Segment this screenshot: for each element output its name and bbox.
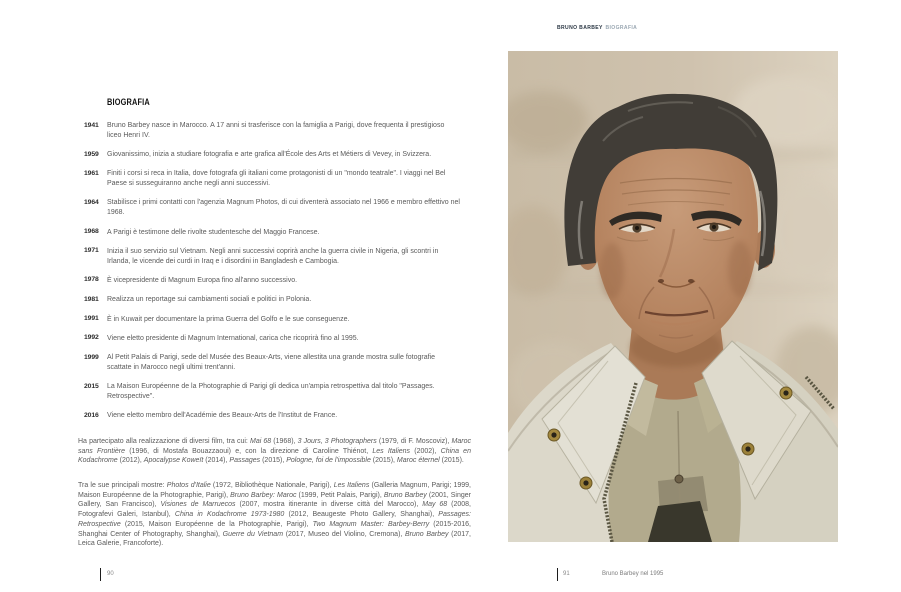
timeline-year: 1961 [84,169,99,177]
timeline-year: 1968 [84,228,99,236]
timeline-text: Stabilisce i primi contatti con l'agenzia Magnum Photos, di cui diventerà associato nel 1966 e membro effettivo nel 1968. [107,199,460,217]
timeline-year: 1992 [84,334,99,342]
timeline-year: 1964 [84,198,99,206]
timeline-year: 1991 [84,315,99,323]
timeline-year: 1978 [84,276,99,284]
exhibitions-paragraph: Tra le sue principali mostre: Photos d'Italie (1972, Bibliothèque Nationale, Parigi), Les Italiens (Galleria Magnum, Parigi; 1999, Maison Européenne de la Photographie, Parigi), Bruno Barbey: Maroc (1999, Petit Palais, Parigi), Bruno Barbey (2001, Singer Gallery, San Francisco), Visiones de Marruecos (2007, mostra itinerante in diverse città del Marocco), May 68 (2008, Fotografevi Galeri, Istanbul), China in Kodachrome 1973-1980 (2012, Beaugeste Photo Gallery, Shanghai), Passages: Retrospective (2015, Maison Européenne de la Photographie, Parigi), Two Magnum Master: Barbey-Berry (2015-2016, Shanghai Center of Photography, Shanghai), Guerre du Vietnam (2017, Museo del Violino, Cremona), Bruno Barbey (2017, Leica Galerie, Francoforte). [78,482,472,548]
timeline-entry [84,382,460,402]
films-paragraph: Ha partecipato alla realizzazione di diversi film, tra cui: Mai 68 (1968), 3 Jours, 3 Photographers (1979, di F. Moscoviz), Maroc sans Frontière (1996, di Mostafa Bouazzaoui) e, con la direzione di Caroline Thiénot, Les Italiens (2002), China en Kodachrome (2012), Apocalypse Koweït (2014), Passages (2015), Pologne, foi de l'impossible (2015), Maroc éternel (2015). [78,438,471,465]
timeline-text: Viene eletto membro dell'Académie des Beaux-Arts de l'Institut de France. [107,412,338,420]
right-page-footer-rule [557,568,558,581]
timeline-entry [84,198,460,218]
left-page-number: 90 [107,571,114,577]
timeline-text: La Maison Européenne de la Photographie di Parigi gli dedica un'ampia retrospettiva dal titolo "Passages. Retrospective". [107,383,435,401]
timeline-entry [84,121,460,141]
running-head-section: BIOGRAFIA [605,25,638,31]
photo-caption: Bruno Barbey nel 1995 [602,571,664,577]
timeline-year: 1999 [84,353,99,361]
timeline-text: A Parigi è testimone delle rivolte studentesche del Maggio Francese. [107,228,320,236]
biography-timeline [84,121,460,431]
timeline-text: Realizza un reportage sui cambiamenti sociali e politici in Polonia. [107,296,312,304]
timeline-entry [84,276,460,286]
biography-heading: BIOGRAFIA [107,97,150,107]
timeline-entry [84,247,460,267]
running-head [557,25,637,31]
timeline-year: 1981 [84,295,99,303]
left-page-footer-rule [100,568,101,581]
timeline-text: È vicepresidente di Magnum Europa fino all'anno successivo. [107,276,298,284]
timeline-year: 1959 [84,150,99,158]
timeline-text: Bruno Barbey nasce in Marocco. A 17 anni si trasferisce con la famiglia a Parigi, dove frequenta il prestigioso liceo Henri IV. [107,122,445,139]
timeline-entry [84,228,460,238]
running-head-book-title: BRUNO BARBEY [557,25,603,31]
timeline-entry [84,411,460,421]
timeline-entry [84,334,460,344]
timeline-entry [84,353,460,373]
timeline-text: Inizia il suo servizio sul Vietnam. Negli anni successivi coprirà anche la guerra civile in Nigeria, gli scontri in Irlanda, le vicende dei curdi in Iraq e i disordini in Bangladesh e Cambogia. [107,247,439,265]
timeline-entry [84,295,460,305]
timeline-entry [84,315,460,325]
timeline-text: Giovanissimo, inizia a studiare fotografia e arte grafica all'École des Arts et Métiers di Vevey, in Svizzera. [107,151,432,159]
timeline-year: 1971 [84,247,99,255]
timeline-entry [84,150,460,160]
timeline-year: 1941 [84,121,99,129]
portrait-photo-illustration [508,51,838,542]
portrait-photo [508,51,838,542]
timeline-year: 2016 [84,411,99,419]
timeline-text: Al Petit Palais di Parigi, sede del Musée des Beaux-Arts, viene allestita una grande mostra sulle fotografie scattate in Marocco negli ultimi trent'anni. [107,354,436,371]
timeline-text: Viene eletto presidente di Magnum International, carica che ricoprirà fino al 1995. [107,334,359,342]
timeline-entry [84,169,460,189]
timeline-year: 2015 [84,382,99,390]
right-page-number: 91 [563,571,570,577]
timeline-text: È in Kuwait per documentare la prima Guerra del Golfo e le sue conseguenze. [107,315,350,323]
timeline-text: Finiti i corsi si reca in Italia, dove fotografa gli italiani come protagonisti di un "mondo teatrale". I viaggi nel Bel Paese si susseguiranno anche negli anni successivi. [107,170,446,188]
